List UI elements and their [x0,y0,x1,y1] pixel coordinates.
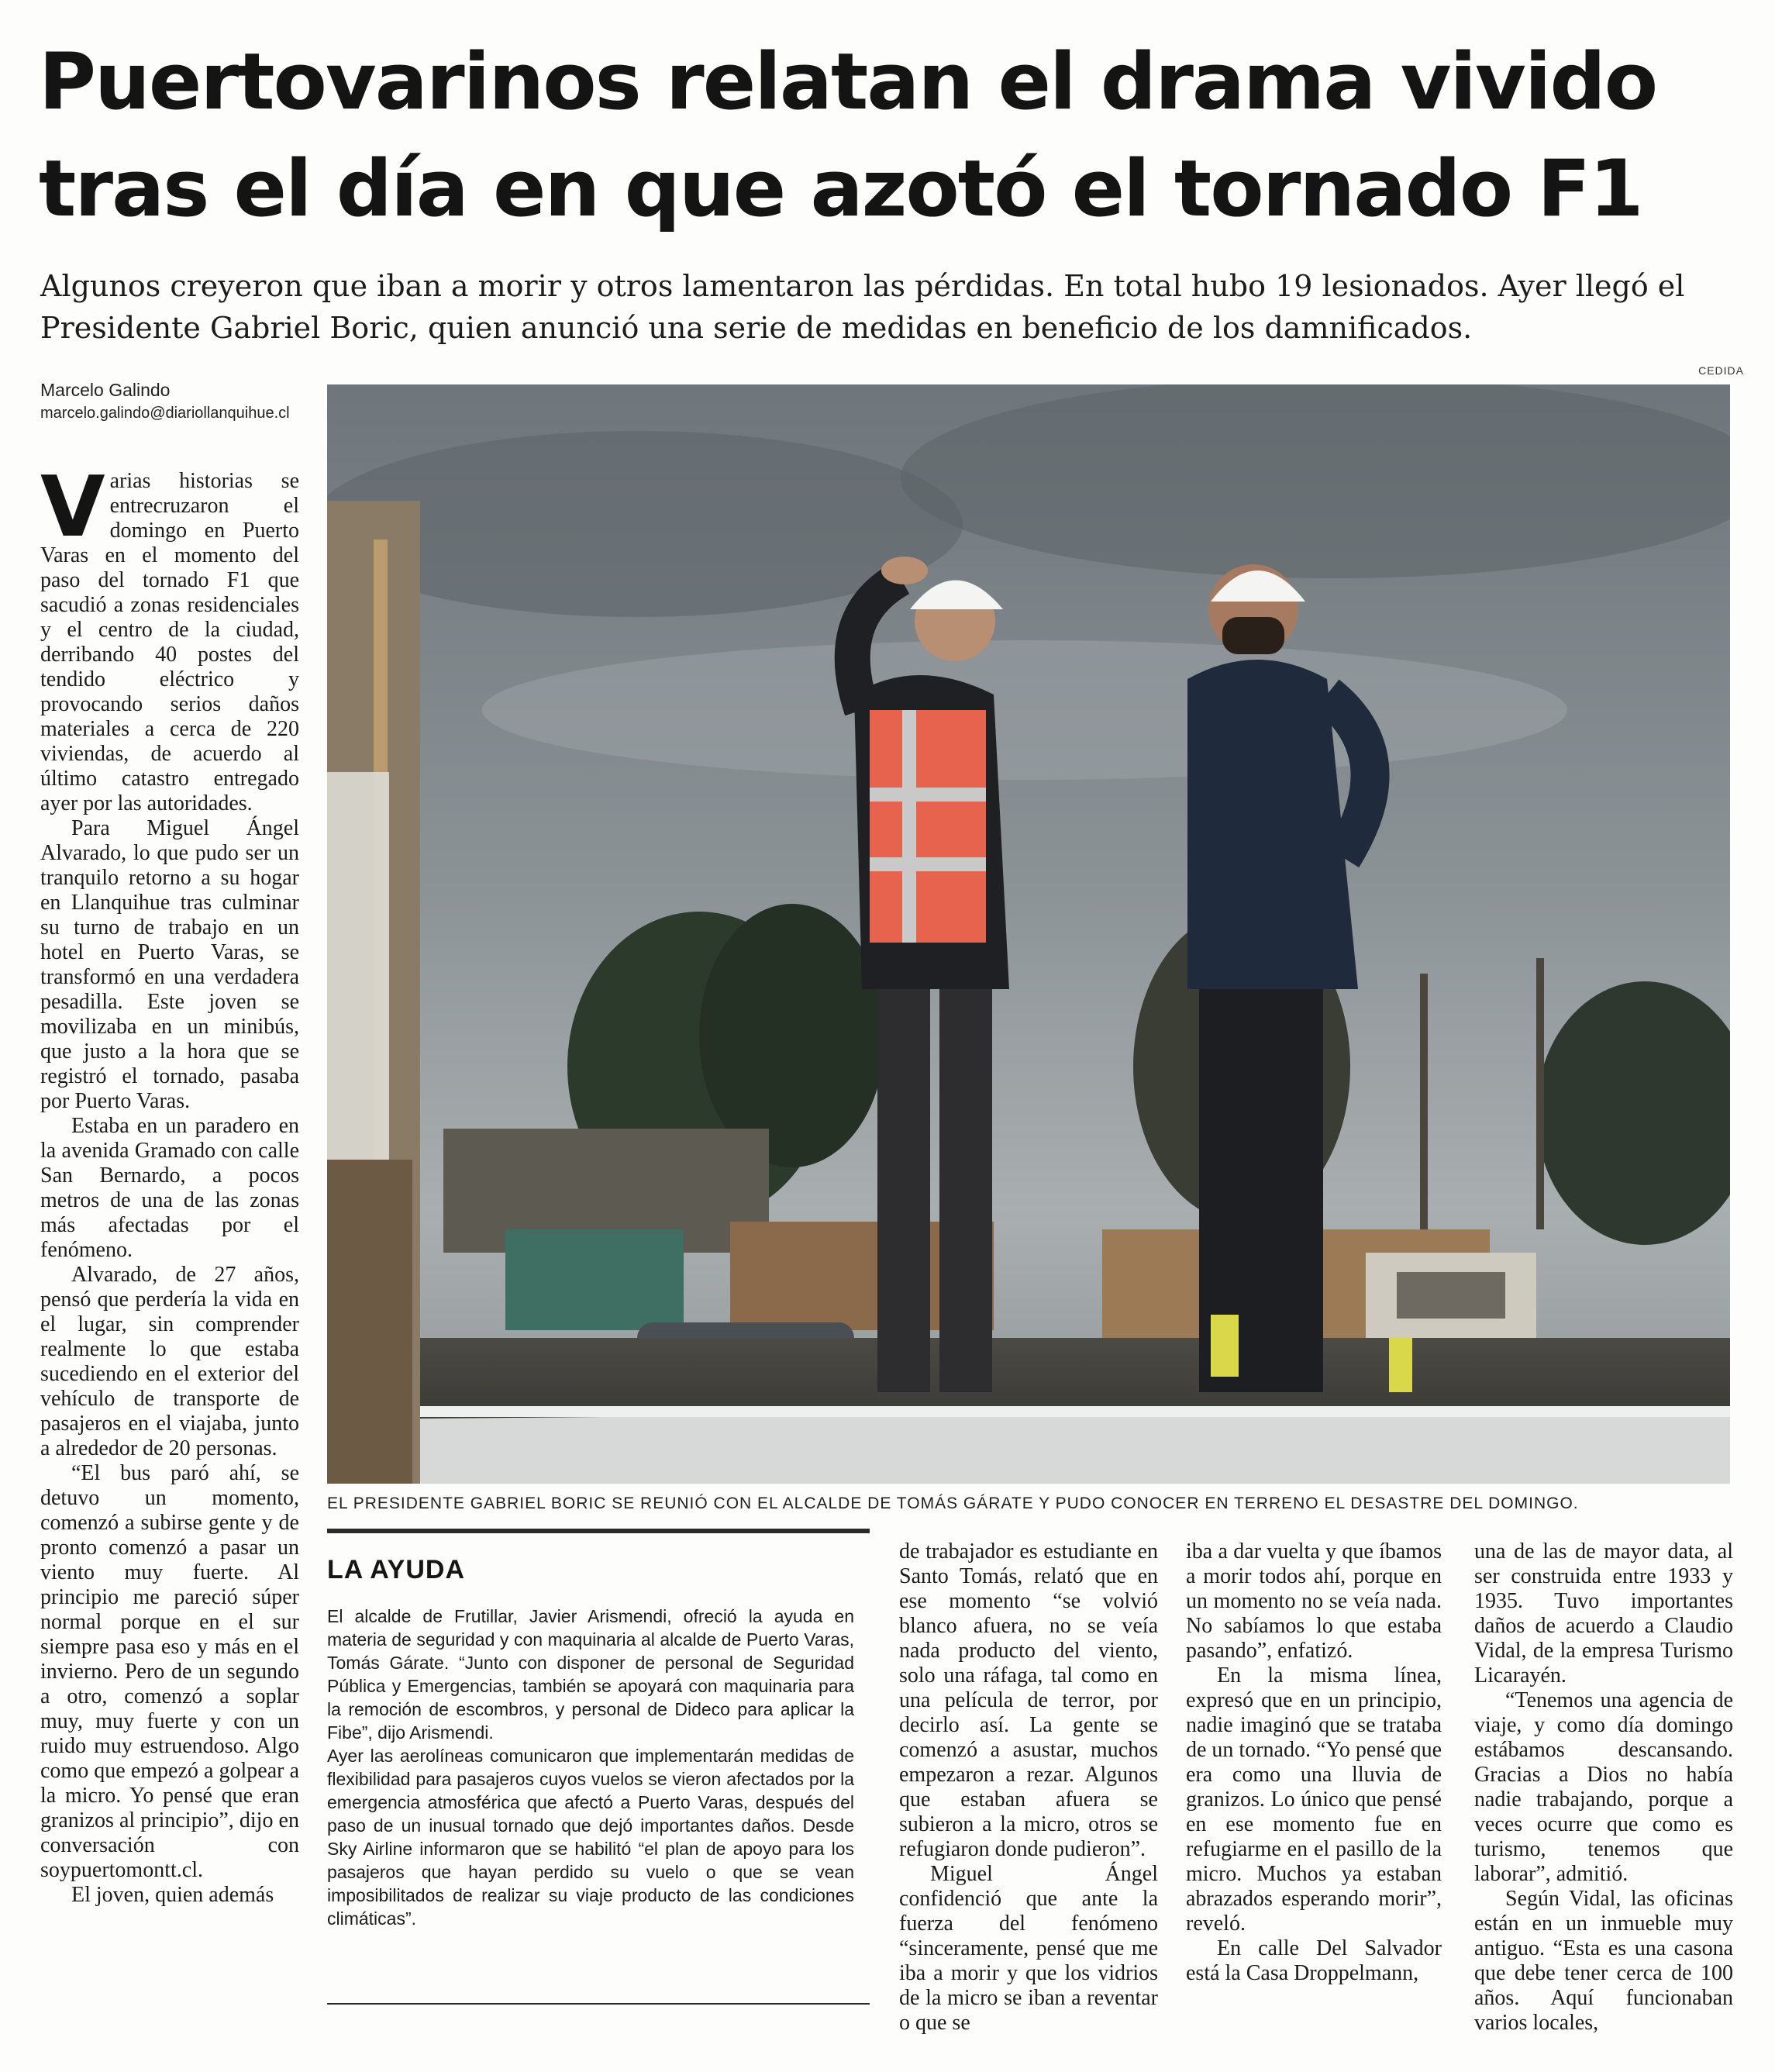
paragraph: “El bus paró ahí, se detuvo un momento, comenzó a subirse gente y de pronto comenzó a pasar un viento muy fuerte. Al principio me pareció súper normal porque en el sur siempre pasa eso y más en el invierno. Pero de un segundo a otro, comenzó a soplar muy, muy fuerte y con un ruido muy estruendoso. Algo como que empezó a golpear a la micro. Yo pensé que eran granizos al principio”, dijo en conversación con soypuertomontt.cl. [40,1461,299,1882]
photo-caption: EL PRESIDENTE GABRIEL BORIC SE REUNIÓ CON EL ALCALDE DE TOMÁS GÁRATE Y PUDO CONOCER EN TERRENO EL DESASTRE DEL DOMINGO. [327,1495,1579,1512]
box-paragraph: El alcalde de Frutillar, Javier Arismendi, ofreció la ayuda en materia de seguridad y con maquinaria al alcalde de Puerto Varas, Tomás Gárate. “Junto con disponer de personal de Seguridad Pública y Emergencias, también se apoyará con maquinaria para la remoción de escombros, y personal de Dideco para aplicar la Fibe”, dijo Arismendi. [327,1606,854,1743]
box-bottom-rule [327,2003,870,2005]
paragraph: Para Miguel Ángel Alvarado, lo que pudo ser un tranquilo retorno a su hogar en Llanquihue tras culminar su turno de trabajo en un hotel en Puerto Varas, se transformó en una verdadera pesadilla. Este joven se movilizaba en un minibús, que justo a la hora que se registró el tornado, pasaba por Puerto Varas. [40,816,299,1113]
byline [40,378,335,425]
author-email: marcelo.galindo@diariollanquihue.cl [40,405,290,422]
article-column-3 [899,1539,1158,2036]
drop-cap: V [40,459,105,556]
box-top-rule [327,1529,870,1533]
paragraph: Miguel Ángel confidenció que ante la fuerza del fenómeno “sinceramente, pensé que me iba a morir y que los vidrios de la micro se iban a reventar o que se [899,1862,1158,2035]
paragraph: una de las de mayor data, al ser construida entre 1933 y 1935. Tuvo importantes daños de acuerdo a Claudio Vidal, de la empresa Turismo Licarayén. [1474,1539,1733,1688]
paragraph: “Tenemos una agencia de viaje, y como día domingo estábamos descansando. Gracias a Dios no había nadie trabajando, porque a veces ocurre que como es turismo, tenemos que laborar”, admitió. [1474,1688,1733,1886]
box-paragraph: Ayer las aerolíneas comunicaron que implementarán medidas de flexibilidad para pasajeros cuyos vuelos se vieron afectados por la emergencia atmosférica que afectó a Puerto Varas, después del paso de un inusual tornado que dejó importantes daños. Desde Sky Airline informaron que se habilitó “el plan de apoyo para los pasajeros que hayan perdido su vuelo o que se vean imposibilitados de realizar su viaje producto de las condiciones climáticas”. [327,1746,854,1929]
paragraph: En calle Del Salvador está la Casa Droppelmann, [1186,1936,1442,1985]
paragraph: Estaba en un paradero en la avenida Gramado con calle San Bernardo, a pocos metros de una de las zonas más afectadas por el fenómeno. [40,1114,299,1262]
headline: Puertovarinos relatan el drama vivido tras el día en que azotó el tornado F1 [39,36,1657,234]
photo-illustration [327,384,1730,1484]
paragraph [40,459,299,816]
paragraph: Según Vidal, las oficinas están en un inmueble muy antiguo. “Esta es una casona que debe tener cerca de 100 años. Aquí funcionaban varios locales, [1474,1887,1733,2035]
article-column-5 [1474,1539,1733,2036]
paragraph: El joven, quien además [71,1883,274,1907]
paragraph: de trabajador es estudiante en Santo Tomás, relató que en ese momento “se volvió blanco afuera, no se veía nada producto del viento, solo una ráfaga, tal como en una película de terror, por decirlo así. La gente se comenzó a asustar, muchos empezaron a rezar. Algunos que estaban afuera se subieron a la micro, otros se refugiaron donde pudieron”. [899,1539,1158,1861]
article-column-1 [40,459,299,1908]
article-photo [327,384,1730,1484]
photo-credit: CEDIDA [1698,364,1744,377]
article-column-4 [1186,1539,1442,1986]
sidebar-box [327,1529,870,2017]
paragraph: iba a dar vuelta y que íbamos a morir todos ahí, porque en un momento no se veía nada. No sabíamos lo que estaba pasando”, enfatizó. [1186,1539,1442,1663]
paragraph: En la misma línea, expresó que en un principio, nadie imaginó que se trataba de un tornado. “Yo pensé que era como una lluvia de granizos. Lo único que pensé en ese momento fue en refugiarme en el pasillo de la micro. Muchos ya estaban abrazados esperando morir”, reveló. [1186,1663,1442,1936]
paragraph: Alvarado, de 27 años, pensó que perdería la vida en el lugar, sin comprender realmente lo que estaba sucediendo en el exterior del vehículo de transporte de pasajeros en el viajaba, junto a alrededor de 20 personas. [40,1263,299,1460]
subtitle: Algunos creyeron que iban a morir y otros lamentaron las pérdidas. En total hubo 19 lesionados. Ayer llegó el Presidente Gabriel Boric, quien anunció una serie de medidas en beneficio de los damnificados. [40,269,1685,345]
author-name: Marcelo Galindo [40,380,171,400]
box-text [327,1605,854,1930]
box-title: LA AYUDA [327,1555,466,1584]
paragraph-text: arias historias se entrecruzaron el domingo en Puerto Varas en el momento del paso del tornado F1 que sacudió a zonas residenciales y el centro de la ciudad, derribando 40 postes del tendido eléctrico y provocando serios daños materiales a cerca de 220 viviendas, de acuerdo al último catastro entregado ayer por las autoridades. [40,469,299,815]
